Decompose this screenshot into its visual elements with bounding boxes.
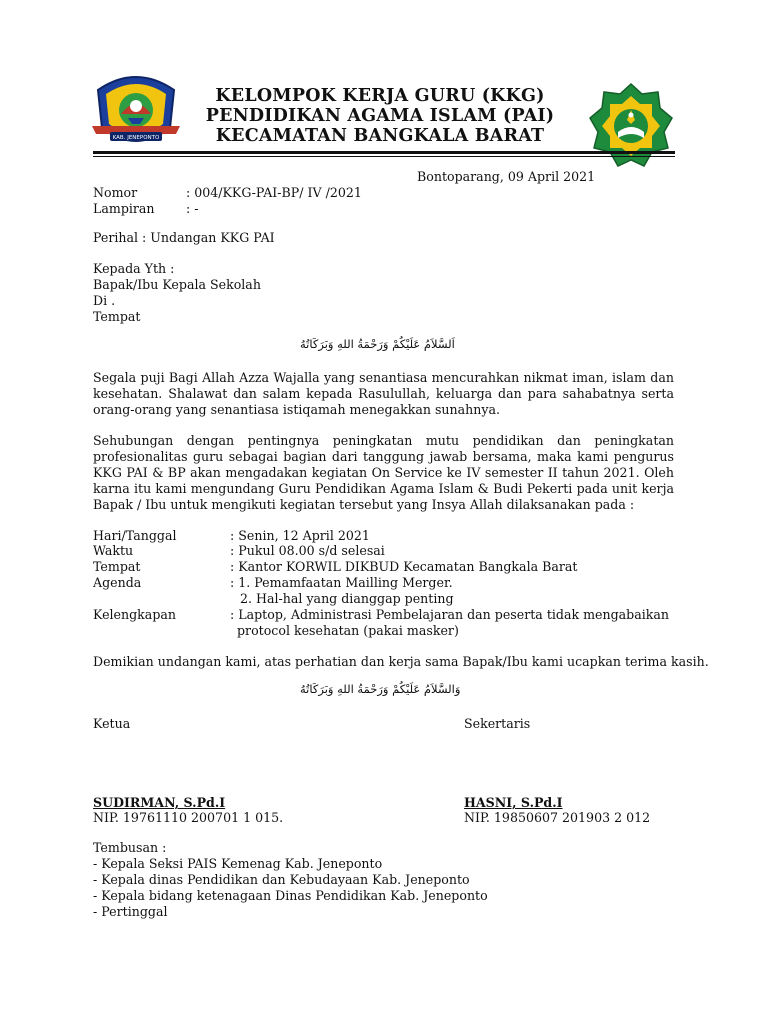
recipient-line: Di . — [93, 293, 116, 308]
regency-crest-icon — [88, 70, 184, 150]
detail-value: : Kantor KORWIL DIKBUD Kecamatan Bangkala Barat — [230, 559, 578, 574]
letterhead-line-1: KELOMPOK KERJA GURU (KKG) — [215, 86, 545, 106]
cc-item: - Pertinggal — [93, 904, 168, 919]
paragraph-opening: Segala puji Bagi Allah Azza Wajalla yang senantiasa mencurahkan nikmat iman, islam dan kesehatan. Shalawat dan salam kepada Rasulullah, keluarga dan para sahabatnya serta orang-orang yang senantiasa istiqamah menegakkan sunahnya. — [93, 370, 674, 417]
cc-item: - Kepala bidang ketenagaan Dinas Pendidikan Kab. Jeneponto — [93, 888, 488, 903]
detail-value: protocol kesehatan (pakai masker) — [237, 623, 459, 638]
detail-label: Kelengkapan — [93, 607, 176, 622]
detail-value: : Pukul 08.00 s/d selesai — [230, 543, 385, 558]
signature-nip-secretary: NIP. 19850607 201903 2 012 — [464, 810, 651, 825]
signature-nip-chair: NIP. 19761110 200701 1 015. — [93, 810, 284, 825]
signature-name-secretary: HASNI, S.Pd.I — [464, 795, 563, 810]
closing-text: Demikian undangan kami, atas perhatian dan kerja sama Bapak/Ibu kami ucapkan terima kasih. — [93, 654, 709, 669]
detail-label: Waktu — [93, 543, 134, 558]
paragraph-body: Sehubungan dengan pentingnya peningkatan mutu pendidikan dan peningkatan profesionalitas guru sebagai bagian dari tanggung jawab bersama, maka kami pengurus KKG PAI & BP akan mengadakan kegiatan On Service ke IV semester II tahun 2021. Oleh karna itu kami mengundang Guru Pendidikan Agama Islam & Budi Pekerti pada unit kerja Bapak / Ibu untuk mengikuti kegiatan tersebut yang Insya Allah dilaksanakan pada : — [93, 433, 674, 512]
letterhead — [180, 86, 580, 146]
place-date: Bontoparang, 09 April 2021 — [417, 169, 596, 184]
recipient-line: Tempat — [93, 309, 141, 324]
salam-opening: اَلسَّلاَمُ عَلَيْكُمْ وَرَحْمَةُ اللهِ وَبَرَكَاتُهُ — [300, 337, 455, 351]
subject: Perihal : Undangan KKG PAI — [93, 230, 275, 245]
detail-value: : Senin, 12 April 2021 — [230, 528, 370, 543]
detail-value: : Laptop, Administrasi Pembelajaran dan peserta tidak mengabaikan — [230, 607, 670, 622]
letterhead-rule-thin — [93, 156, 675, 157]
letterhead-rule-thick — [93, 151, 675, 154]
meta-value-nomor: : 004/KKG-PAI-BP/ IV /2021 — [186, 185, 362, 200]
salam-closing: وَالسَّلاَمُ عَلَيْكُمْ وَرَحْمَةُ اللهِ وَبَرَكَاتُهُ — [300, 682, 461, 696]
cc-item: - Kepala dinas Pendidikan dan Kebudayaan Kab. Jeneponto — [93, 872, 470, 887]
detail-label: Agenda — [93, 575, 142, 590]
detail-label: Tempat — [93, 559, 141, 574]
meta-label-lampiran: Lampiran — [93, 201, 155, 216]
cc-title: Tembusan : — [93, 840, 167, 855]
letterhead-line-3: KECAMATAN BANGKALA BARAT — [215, 126, 545, 146]
cc-item: - Kepala Seksi PAIS Kemenag Kab. Jeneponto — [93, 856, 383, 871]
signature-name-chair: SUDIRMAN, S.Pd.I — [93, 795, 226, 810]
ministry-emblem-icon — [586, 82, 676, 172]
signature-role-chair: Ketua — [93, 716, 131, 731]
letterhead-line-2: PENDIDIKAN AGAMA ISLAM (PAI) — [205, 106, 555, 126]
signature-role-secretary: Sekertaris — [464, 716, 531, 731]
meta-value-lampiran: : - — [186, 201, 199, 216]
recipient-line: Bapak/Ibu Kepala Sekolah — [93, 277, 261, 292]
crest-text: KAB. JENEPONTO — [112, 135, 160, 141]
meta-label-nomor: Nomor — [93, 185, 138, 200]
detail-value: : 1. Pemamfaatan Mailling Merger. — [230, 575, 453, 590]
detail-label: Hari/Tanggal — [93, 528, 177, 543]
detail-value: 2. Hal-hal yang dianggap penting — [240, 591, 454, 606]
recipient-line: Kepada Yth : — [93, 261, 175, 276]
